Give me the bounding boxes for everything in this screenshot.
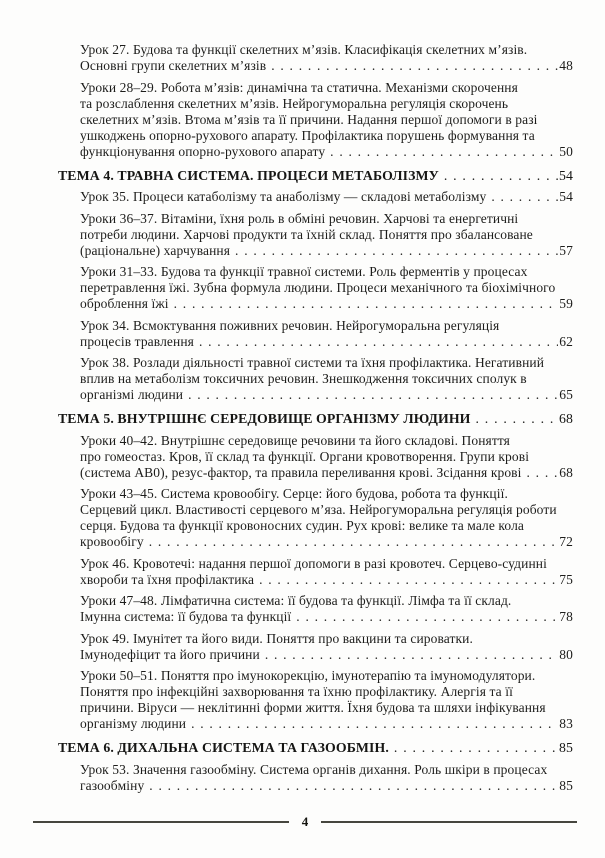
toc-page-number: 48 bbox=[559, 58, 573, 73]
dot-leader bbox=[296, 609, 558, 625]
toc-page-number: 62 bbox=[559, 333, 573, 349]
toc-page-number: 78 bbox=[559, 609, 573, 624]
toc-entry-text: Урок 35. Процеси катаболізму та анаболізму — складові метаболізму bbox=[80, 189, 487, 204]
toc-page-number: 83 bbox=[559, 716, 573, 731]
dot-leader bbox=[265, 647, 558, 663]
toc-entry-line: про гомеостаз. Кров, її склад та функції. Органи кровотворення. Групи крові bbox=[80, 448, 530, 464]
toc-entry-text: газообміну bbox=[80, 777, 145, 793]
toc-entry-last-line bbox=[80, 243, 573, 259]
toc-entry-line: Поняття про інфекційні захворювання та їхню профілактику. Алергія та її bbox=[80, 684, 513, 699]
toc-lesson-entry bbox=[80, 264, 573, 312]
toc-entry-line: Уроки 28–29. Робота м’язів: динамічна та статична. Механізми скорочення bbox=[80, 79, 518, 95]
dot-leader bbox=[199, 334, 558, 350]
toc-entry-line: Урок 27. Будова та функції скелетних м’язів. Класифікація скелетних м’язів. bbox=[80, 42, 528, 57]
toc-entry-line: Урок 38. Розлади діяльності травної системи та їхня профілактика. Негативний bbox=[80, 355, 545, 370]
dot-leader bbox=[491, 189, 558, 205]
toc-entry-last-line bbox=[80, 647, 573, 663]
toc-entry-text: (система АВ0), резус-фактор, та правила переливання крові. Зсідання крові bbox=[80, 464, 522, 480]
toc-lesson-entry bbox=[80, 355, 573, 403]
toc-lesson-entry bbox=[80, 80, 573, 160]
dot-leader bbox=[174, 296, 559, 312]
toc-entry-text: Основні групи скелетних м’язів bbox=[80, 58, 267, 73]
toc-entry-last-line bbox=[80, 58, 573, 74]
toc-entry-line: перетравлення їжі. Зубна формула людини. Процеси механічного та біохімічного bbox=[80, 280, 556, 295]
toc-page-number: 57 bbox=[559, 242, 573, 258]
toc-entry-last-line bbox=[58, 740, 573, 756]
dot-leader bbox=[235, 243, 558, 259]
toc-entry-text: Імунодефіцит та його причини bbox=[80, 646, 260, 662]
toc-lesson-entry bbox=[80, 42, 573, 74]
toc-entry-line: Уроки 43–45. Система кровообігу. Серце: його будова, робота та функції. bbox=[80, 486, 508, 501]
toc-entry-last-line bbox=[80, 465, 573, 481]
toc-entry-last-line bbox=[80, 716, 573, 732]
toc-lesson-entry bbox=[80, 593, 573, 625]
toc-lesson-entry bbox=[80, 556, 573, 588]
toc-entry-text: Імунна система: її будова та функції bbox=[80, 609, 292, 624]
toc-page-number: 54 bbox=[559, 167, 573, 183]
dot-leader bbox=[330, 144, 558, 160]
toc-page-number: 65 bbox=[559, 387, 573, 402]
toc-entry-last-line bbox=[80, 296, 573, 312]
toc-page-number: 80 bbox=[559, 646, 573, 662]
toc-entry-last-line bbox=[80, 144, 573, 160]
toc-lesson-entry bbox=[80, 631, 573, 663]
toc-entry-line: потреби людини. Харчові продукти та їхній склад. Поняття про збалансоване bbox=[80, 226, 533, 242]
toc-entry-last-line bbox=[80, 387, 573, 403]
toc-page-number: 85 bbox=[559, 740, 573, 755]
toc-page-number: 85 bbox=[559, 777, 573, 793]
table-of-contents bbox=[58, 42, 573, 799]
toc-entry-last-line bbox=[80, 334, 573, 350]
toc-entry-text: організмі людини bbox=[80, 387, 184, 402]
toc-entry-text: організму людини bbox=[80, 716, 187, 731]
toc-lesson-entry bbox=[80, 211, 573, 259]
toc-entry-last-line bbox=[80, 609, 573, 625]
toc-entry-last-line bbox=[80, 534, 573, 550]
toc-entry-line: серця. Будова та функції кровоносних судин. Рух крові: велике та мале кола bbox=[80, 518, 525, 533]
toc-entry-line: Урок 46. Кровотечі: надання першої допомоги в разі кровотеч. Серцево-судинні bbox=[80, 555, 547, 571]
toc-page-number: 75 bbox=[559, 571, 573, 587]
toc-lesson-entry bbox=[80, 762, 573, 794]
dot-leader bbox=[271, 58, 558, 74]
toc-page-number: 50 bbox=[559, 143, 573, 159]
toc-lesson-entry bbox=[80, 189, 573, 205]
toc-entry-line: Урок 49. Імунітет та його види. Поняття про вакцини та сироватки. bbox=[80, 630, 473, 646]
toc-entry-text: кровообігу bbox=[80, 534, 144, 549]
toc-entry-line: Урок 34. Всмоктування поживних речовин. Нейрогуморальна регуляція bbox=[80, 317, 500, 333]
footer-rule-left bbox=[33, 821, 289, 823]
toc-entry-line: скелетних м’язів. Втома м’язів та її причини. Надання першої допомоги в разі bbox=[80, 111, 538, 127]
toc-entry-last-line bbox=[58, 411, 573, 427]
toc-theme-entry bbox=[58, 168, 573, 184]
toc-lesson-entry bbox=[80, 318, 573, 350]
toc-lesson-entry bbox=[80, 433, 573, 481]
toc-entry-line: Уроки 40–42. Внутрішнє середовище речовини та його складові. Поняття bbox=[80, 432, 510, 448]
dot-leader bbox=[188, 387, 558, 403]
toc-entry-text: ТЕМА 5. ВНУТРІШНЄ СЕРЕДОВИЩЕ ОРГАНІЗМУ ЛЮДИНИ bbox=[58, 411, 471, 426]
toc-entry-text: хвороби та їхня профілактика bbox=[80, 571, 255, 587]
toc-entry-text: процесів травлення bbox=[80, 333, 194, 349]
toc-entry-text: ТЕМА 4. ТРАВНА СИСТЕМА. ПРОЦЕСИ МЕТАБОЛІЗМУ bbox=[58, 167, 439, 183]
toc-entry-line: Уроки 31–33. Будова та функції травної системи. Роль ферментів у процесах bbox=[80, 264, 528, 279]
dot-leader bbox=[149, 778, 558, 794]
toc-theme-entry bbox=[58, 740, 573, 756]
toc-page-number: 54 bbox=[559, 189, 573, 204]
toc-entry-line: Уроки 47–48. Лімфатична система: її будова та функції. Лімфа та її склад. bbox=[80, 593, 512, 608]
page-footer bbox=[33, 815, 577, 829]
dot-leader bbox=[394, 740, 558, 756]
dot-leader bbox=[149, 534, 559, 550]
toc-lesson-entry bbox=[80, 668, 573, 732]
toc-theme-entry bbox=[58, 411, 573, 427]
toc-entry-last-line bbox=[80, 189, 573, 205]
toc-entry-text: (раціональне) харчування bbox=[80, 242, 231, 258]
toc-entry-line: Уроки 50–51. Поняття про імунокорекцію, імунотерапію та імуномодулятори. bbox=[80, 668, 536, 683]
dot-leader bbox=[444, 168, 558, 184]
toc-entry-text: функціонування опорно-рухового апарату bbox=[80, 143, 326, 159]
toc-entry-text: ТЕМА 6. ДИХАЛЬНА СИСТЕМА ТА ГАЗООБМІН. bbox=[58, 740, 389, 755]
dot-leader bbox=[191, 716, 558, 732]
toc-page-number: 68 bbox=[559, 411, 573, 426]
toc-entry-line: Уроки 36–37. Вітаміни, їхня роль в обміні речовин. Харчові та енергетичні bbox=[80, 210, 519, 226]
toc-entry-line: та розслаблення скелетних м’язів. Нейрогуморальна регуляція скорочень bbox=[80, 95, 509, 111]
footer-rule-right bbox=[321, 821, 577, 823]
toc-entry-text: оброблення їжі bbox=[80, 296, 169, 311]
toc-entry-line: ушкоджень опорно-рухового апарату. Профілактика порушень формування та bbox=[80, 127, 535, 143]
toc-entry-line: Серцевий цикл. Властивості серцевого м’яза. Нейрогуморальна регуляція роботи bbox=[80, 502, 557, 517]
toc-entry-line: Урок 53. Значення газообміну. Система органів дихання. Роль шкіри в процесах bbox=[80, 761, 548, 777]
toc-entry-last-line bbox=[80, 778, 573, 794]
toc-page-number: 72 bbox=[559, 534, 573, 549]
toc-entry-line: причини. Віруси — неклітинні форми життя. Їхня будова та шляхи інфікування bbox=[80, 700, 546, 715]
dot-leader bbox=[259, 572, 558, 588]
toc-page-number: 68 bbox=[559, 464, 573, 480]
toc-entry-line: вплив на метаболізм токсичних речовин. Знешкодження токсичних сполук в bbox=[80, 371, 527, 386]
toc-page-number: 59 bbox=[559, 296, 573, 311]
dot-leader bbox=[527, 465, 559, 481]
toc-entry-last-line bbox=[80, 572, 573, 588]
toc-entry-last-line bbox=[58, 168, 573, 184]
footer-page-number: 4 bbox=[301, 814, 309, 829]
toc-lesson-entry bbox=[80, 486, 573, 550]
dot-leader bbox=[475, 411, 558, 427]
